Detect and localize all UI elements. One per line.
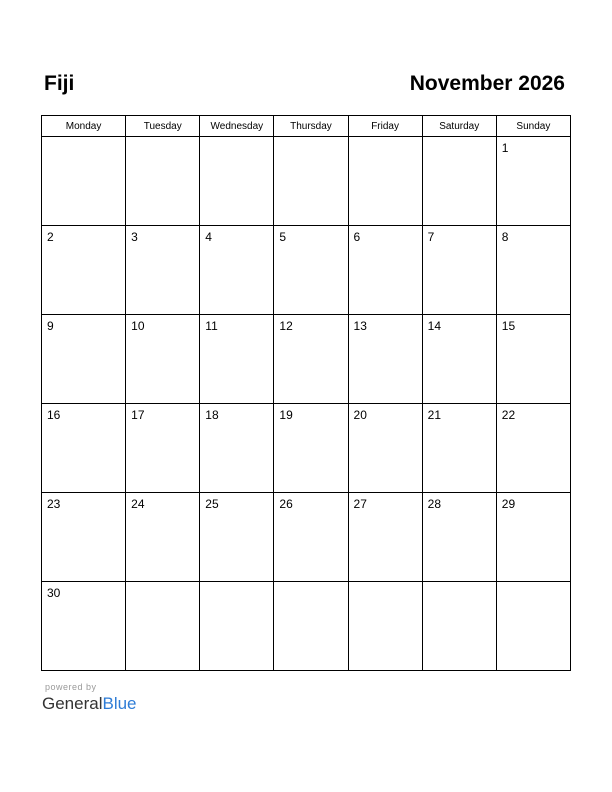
day-cell	[126, 137, 200, 226]
country-title: Fiji	[44, 72, 75, 95]
day-cell	[126, 315, 200, 404]
day-number	[274, 137, 347, 140]
day-cell	[200, 493, 274, 582]
day-cell	[348, 226, 422, 315]
day-cell	[422, 137, 496, 226]
powered-by-text: powered by	[45, 682, 97, 692]
month-year-title: November 2026	[409, 72, 565, 95]
day-cell	[422, 226, 496, 315]
day-cell	[274, 137, 348, 226]
day-number	[200, 582, 273, 585]
day-number: 18	[205, 408, 219, 422]
day-number	[274, 582, 347, 585]
day-number: 9	[47, 319, 54, 333]
weekday-friday: Friday	[348, 116, 422, 137]
day-number	[497, 582, 570, 585]
day-cell	[42, 493, 126, 582]
day-cell	[42, 137, 126, 226]
day-number	[42, 137, 125, 140]
day-cell	[42, 315, 126, 404]
brand-blue-text: Blue	[102, 694, 137, 713]
day-number	[349, 137, 422, 140]
day-number: 11	[205, 319, 218, 333]
weekday-sunday: Sunday	[496, 116, 570, 137]
day-number: 20	[353, 408, 367, 422]
day-cell	[274, 315, 348, 404]
week-row-4	[42, 404, 571, 493]
day-number: 25	[205, 497, 219, 511]
calendar-grid	[41, 115, 571, 671]
day-cell	[348, 315, 422, 404]
day-number	[423, 582, 496, 585]
week-row-1	[42, 137, 571, 226]
day-cell	[496, 226, 570, 315]
week-row-5	[42, 493, 571, 582]
day-cell	[496, 315, 570, 404]
day-number: 15	[501, 319, 516, 333]
week-row-3	[42, 315, 571, 404]
day-number: 29	[501, 497, 516, 511]
day-cell	[348, 137, 422, 226]
day-cell	[200, 582, 274, 671]
day-number: 14	[427, 319, 442, 333]
day-cell	[422, 493, 496, 582]
day-number: 17	[131, 408, 145, 422]
day-cell	[496, 493, 570, 582]
day-number	[126, 137, 199, 140]
day-cell	[42, 226, 126, 315]
day-number: 27	[353, 497, 367, 511]
day-cell	[200, 137, 274, 226]
day-cell	[348, 404, 422, 493]
day-cell	[42, 582, 126, 671]
day-number	[349, 582, 422, 585]
day-number: 22	[501, 408, 516, 422]
day-cell	[348, 582, 422, 671]
day-number	[423, 137, 496, 140]
day-number: 16	[47, 408, 61, 422]
day-cell	[42, 404, 126, 493]
day-number	[200, 137, 273, 140]
day-cell	[274, 404, 348, 493]
day-number: 30	[47, 586, 61, 600]
day-number: 26	[279, 497, 293, 511]
weekday-wednesday: Wednesday	[200, 116, 274, 137]
day-number: 10	[131, 319, 145, 333]
day-cell	[422, 404, 496, 493]
day-number: 21	[427, 408, 442, 422]
day-number: 7	[427, 230, 435, 244]
day-number: 24	[131, 497, 145, 511]
day-number: 23	[47, 497, 61, 511]
day-cell	[126, 582, 200, 671]
day-cell	[496, 404, 570, 493]
day-cell	[126, 493, 200, 582]
generalblue-logo[interactable]	[42, 693, 137, 715]
day-number: 1	[501, 141, 509, 155]
weekday-tuesday: Tuesday	[126, 116, 200, 137]
week-row-6	[42, 582, 571, 671]
day-number: 8	[501, 230, 509, 244]
day-cell	[496, 582, 570, 671]
day-number: 6	[353, 230, 361, 244]
day-cell	[200, 404, 274, 493]
day-number: 4	[205, 230, 212, 244]
day-cell	[200, 226, 274, 315]
day-number: 2	[47, 230, 54, 244]
day-number: 12	[279, 319, 293, 333]
day-cell	[126, 226, 200, 315]
day-cell	[496, 137, 570, 226]
day-cell	[274, 582, 348, 671]
week-row-2	[42, 226, 571, 315]
weekday-monday: Monday	[42, 116, 126, 137]
day-cell	[422, 315, 496, 404]
day-number: 28	[427, 497, 442, 511]
day-number	[126, 582, 199, 585]
day-cell	[274, 226, 348, 315]
brand-general-text: General	[42, 694, 103, 713]
day-cell	[274, 493, 348, 582]
day-cell	[200, 315, 274, 404]
day-cell	[126, 404, 200, 493]
day-cell	[422, 582, 496, 671]
day-number: 19	[279, 408, 293, 422]
day-cell	[348, 493, 422, 582]
day-number: 13	[353, 319, 367, 333]
weekday-thursday: Thursday	[274, 116, 348, 137]
day-number: 5	[279, 230, 287, 244]
weekday-header-row	[42, 116, 571, 137]
day-number: 3	[131, 230, 138, 244]
weekday-saturday: Saturday	[422, 116, 496, 137]
